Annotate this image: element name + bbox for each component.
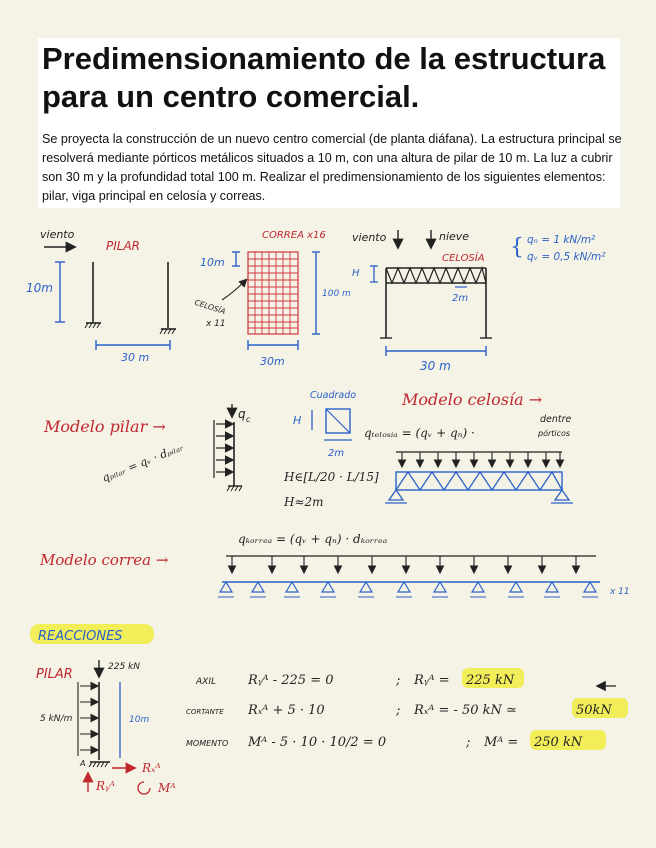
reacciones-ry: Rᵧᴬ [96,779,116,793]
plan-depth: 100 m [322,289,351,299]
modelo-celosia-formula: qₜₑₗₒₛᵢₐ = (qᵥ + qₙ) · [364,426,475,440]
row-result-lhs: Rᵧᴬ = [414,673,450,688]
plan-section [193,230,351,368]
reaction-row-axil [195,668,524,688]
reacciones-heading: REACCIONES [38,629,123,644]
pilar-span: 30 m [121,351,150,364]
row-result: 225 kN [466,673,515,688]
row-eq: Rᵧᴬ - 225 = 0 [248,673,334,688]
pilar-section [26,228,176,364]
modelo-pilar-label: Modelo pilar → [44,417,166,436]
plan-celosia-count: x 11 [206,319,226,329]
modelo-correa-formula: qₖₒᵣᵣₑₐ = (qᵥ + qₙ) · dₖₒᵣᵣₑₐ [238,532,388,546]
modelo-pilar-qpilar: qₚᵢₗₐᵣ = qᵥ · dₚᵢₗₐᵣ [100,440,186,485]
frame-section [352,230,492,373]
reacciones-block [30,624,628,795]
reacciones-m: Mᴬ [158,781,176,795]
frame-snow-label: nieve [439,230,470,243]
modelo-pilar-qc-sub: c [246,415,251,424]
page-title: Predimensionamiento de la estructura para un centro comercial. [42,41,606,114]
reacciones-height: 10m [129,715,150,725]
plan-side: 10m [200,256,225,269]
pilar-title: PILAR [106,239,141,253]
row-eq: Mᴬ - 5 · 10 · 10/2 = 0 [248,735,387,750]
modelo-celosia-label: Modelo celosía → [402,390,543,409]
frame-wind-label: viento [352,231,387,244]
row-result: 250 kN [534,735,583,750]
frame-celosia-label: CELOSÍA [442,253,485,264]
cuadrado-h: H [293,414,302,427]
plan-celosia-label: CELOSÍA [193,297,227,317]
cuadrado-approx: H≈2m [284,495,324,509]
row-result-lhs: Mᴬ = [484,735,519,750]
modelo-celosia-note-bottom: pórticos [538,429,571,438]
frame-h-label: H [352,268,360,279]
cuadrado-range: H∈[L/20 · L/15] [284,470,379,484]
modelo-pilar-qc: q [238,407,246,421]
modelo-correa-count: x 11 [610,587,630,597]
correa-title: CORREA x16 [262,230,326,241]
reacciones-side-load: 5 kN/m [40,714,73,724]
reacciones-point: A [80,759,86,768]
modelo-correa-label: Modelo correa → [40,551,169,569]
modelo-pilar [43,404,251,491]
load-qv: qᵥ = 0,5 kN/m² [527,251,606,263]
pilar-height: 10m [26,281,53,295]
row-semi: ; [396,703,401,718]
row-eq: Rₓᴬ + 5 · 10 [248,703,325,718]
intro-paragraph: Se proyecta la construcción de un nuevo centro comercial (de planta diáfana). La estructura principal se resolverá mediante pórticos metálicos situados a 10 m, con una altura de pilar de 10 m. La luz a cubrir son 30 m y la profundidad total 100 m. Realizar el predimensionamiento de los siguientes elementos: pilar, viga principal en celosía y correas. [42,132,622,203]
reacciones-pilar-label: PILAR [36,667,73,682]
row-name: MOMENTO [186,739,229,748]
reacciones-top-load: 225 kN [108,662,140,672]
reacciones-rx: Rₓᴬ [142,761,161,775]
modelo-celosia [364,390,573,503]
frame-bay-label: 2m [452,293,469,304]
row-semi: ; [396,673,401,688]
plan-width: 30m [260,355,285,368]
cuadrado-block [283,390,379,509]
cuadrado-dim: 2m [328,448,345,459]
load-qn: qₙ = 1 kN/m² [527,234,596,246]
row-result-lhs: Rₓᴬ = - 50 kN ≃ [414,703,517,718]
modelo-correa [39,532,630,597]
wind-label: viento [40,228,75,241]
loads-block [510,234,606,263]
row-semi: ; [466,735,471,750]
frame-span: 30 m [420,359,451,373]
row-result: 50kN [576,703,612,718]
modelo-celosia-note-top: dentre [540,414,572,425]
svg-text:{: { [510,235,524,260]
cuadrado-label: Cuadrado [310,390,357,401]
reaction-row-momento [186,730,606,750]
row-name: AXIL [196,677,216,687]
row-name: CORTANTE [186,708,224,716]
reaction-row-cortante [186,686,628,718]
